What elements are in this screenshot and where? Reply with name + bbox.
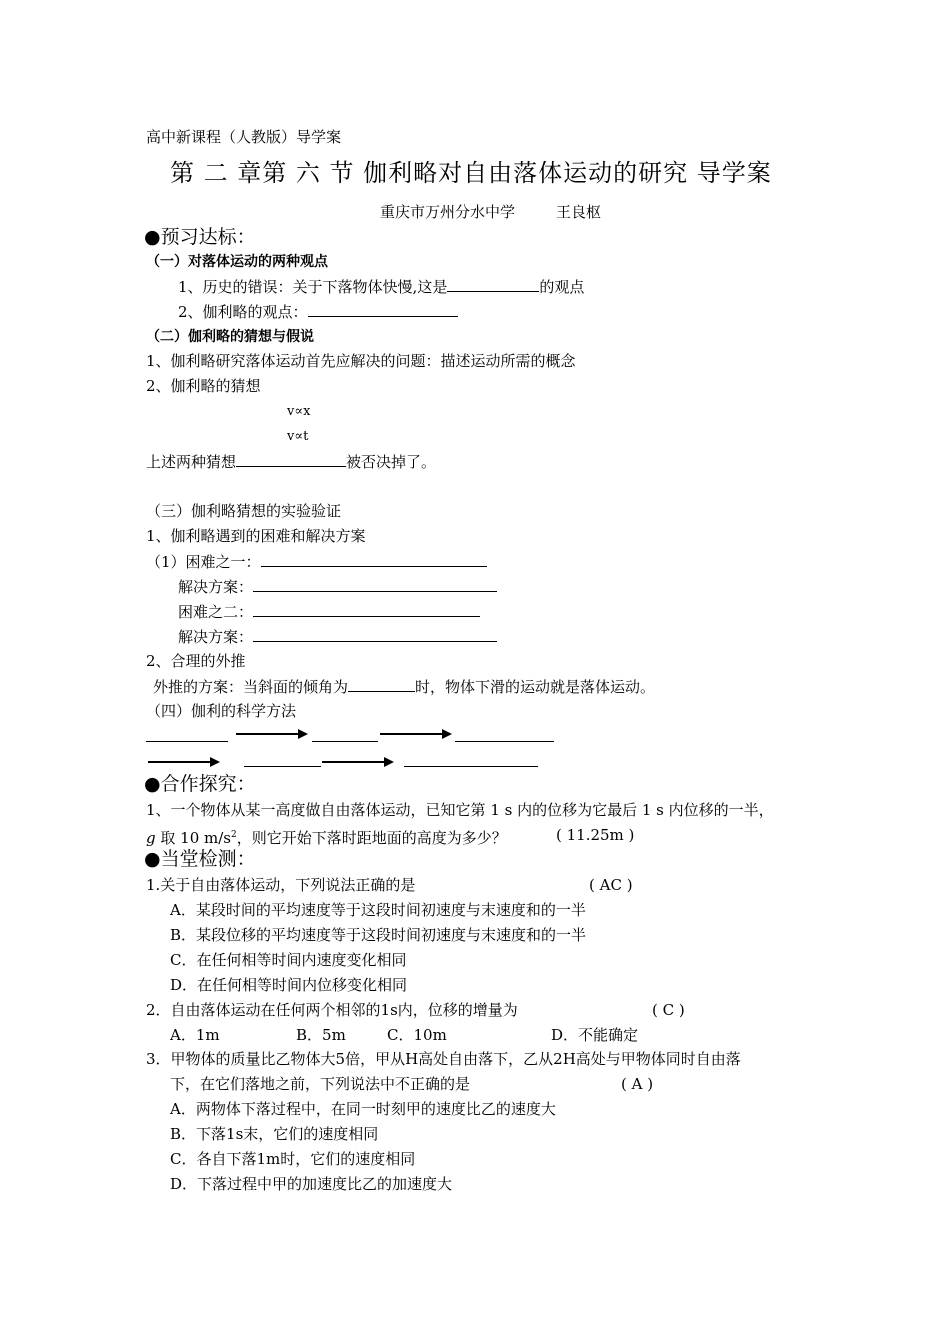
part1-heading: （一）对落体运动的两种观点: [146, 254, 328, 270]
answer-blank[interactable]: [261, 552, 487, 567]
explore-heading: ●合作探究：: [144, 773, 256, 795]
author-name: 王良枢: [556, 203, 602, 221]
test-q2-answer: ( C ): [652, 1001, 685, 1019]
difficulty-2-label: 困难之二：: [178, 603, 254, 621]
part1-q1-suffix: 的观点: [539, 278, 585, 296]
method-blank-4[interactable]: [244, 766, 321, 767]
test-q1-option-d: D．在任何相等时间内位移变化相同: [170, 976, 408, 994]
conclusion-text: 上述两种猜想: [146, 453, 237, 471]
solution-1: [178, 577, 497, 596]
test-q1-option-a: A．某段时间的平均速度等于这段时间初速度与末速度和的一半: [170, 901, 586, 919]
part2-conclusion: [146, 452, 436, 471]
guess-2: v∝t: [287, 429, 309, 444]
test-q2-option-a: A．1m: [170, 1026, 220, 1044]
gravity-exponent: 2: [230, 830, 237, 840]
explore-question-line-1: 1、一个物体从某一高度做自由落体运动，已知它第 1 s 内的位移为它最后 1 s 内位移的一半，: [146, 801, 774, 819]
gravity-value: 取 10 m/s: [155, 829, 231, 847]
test-q2-option-b: B．5m: [296, 1026, 346, 1044]
part2-question-1: 1、伽利略研究落体运动首先应解决的问题：描述运动所需的概念: [146, 352, 576, 370]
answer-blank[interactable]: [308, 302, 458, 317]
answer-blank[interactable]: [348, 677, 415, 692]
conclusion-suffix: 被否决掉了。: [346, 453, 437, 471]
part3-heading: （三）伽利略猜想的实验验证: [146, 502, 342, 520]
part2-question-2: 2、伽利略的猜想: [146, 377, 261, 395]
part4-heading: （四）伽利的科学方法: [146, 702, 297, 720]
difficulty-1-label: （1）困难之一：: [146, 553, 261, 571]
answer-blank[interactable]: [236, 452, 346, 467]
answer-blank[interactable]: [447, 277, 539, 292]
part2-heading: （二）伽利略的猜想与假说: [146, 329, 314, 345]
preview-heading: ●预习达标：: [144, 226, 256, 248]
explore-answer: ( 11.25m ): [556, 826, 635, 844]
test-q3-stem-line-1: 3．甲物体的质量比乙物体大5倍，甲从H高处自由落下，乙从2H高处与甲物体同时自由落: [146, 1050, 741, 1068]
difficulty-1: [146, 552, 487, 571]
solution-2: [178, 627, 497, 646]
test-q3-stem-line-2: 下，在它们落地之前，下列说法中不正确的是: [170, 1075, 471, 1093]
series-label: 高中新课程（人教版）导学案: [146, 128, 342, 146]
page-title: 第 二 章第 六 节 伽利略对自由落体运动的研究 导学案: [170, 159, 772, 187]
part1-q2-text: 2、伽利略的观点：: [178, 303, 308, 321]
guess-1: v∝x: [287, 404, 311, 419]
answer-blank[interactable]: [253, 602, 480, 617]
part1-question-2: [178, 302, 458, 321]
test-q1-answer: ( AC ): [589, 876, 633, 894]
test-q3-option-d: D．下落过程中甲的加速度比乙的加速度大: [170, 1175, 453, 1193]
method-blank-3[interactable]: [455, 741, 554, 742]
extrapolation-text: 外推的方案：当斜面的倾角为: [153, 678, 349, 696]
arrow-icon: [236, 733, 306, 735]
part1-question-1: [178, 277, 584, 296]
extrapolation: [153, 677, 655, 696]
test-q1-option-b: B．某段位移的平均速度等于这段时间初速度与末速度和的一半: [170, 926, 587, 944]
test-heading: ●当堂检测：: [144, 848, 256, 870]
test-q3-option-b: B．下落1s末，它们的速度相同: [170, 1125, 379, 1143]
author-school: 重庆市万州分水中学: [380, 203, 516, 221]
arrow-icon: [380, 733, 450, 735]
test-q3-answer: ( A ): [621, 1075, 654, 1093]
method-blank-5[interactable]: [404, 766, 538, 767]
arrow-icon: [322, 761, 392, 763]
part1-q1-text: 1、历史的错误：关于下落物体快慢,这是: [178, 278, 448, 296]
answer-blank[interactable]: [253, 577, 497, 592]
test-q1-stem: 1.关于自由落体运动，下列说法正确的是: [146, 876, 416, 894]
solution-2-label: 解决方案：: [178, 628, 254, 646]
test-q3-option-a: A．两物体下落过程中，在同一时刻甲的速度比乙的速度大: [170, 1100, 556, 1118]
method-blank-1[interactable]: [146, 741, 228, 742]
difficulty-2: [178, 602, 480, 621]
test-q1-option-c: C．在任何相等时间内速度变化相同: [170, 951, 407, 969]
explore-question-line-2: [146, 826, 507, 847]
explore-question-text: ，则它开始下落时距地面的高度为多少？: [236, 829, 507, 847]
method-blank-2[interactable]: [312, 741, 378, 742]
part3-question-1: 1、伽利略遇到的困难和解决方案: [146, 527, 366, 545]
test-q3-option-c: C．各自下落1m时，它们的速度相同: [170, 1150, 416, 1168]
solution-1-label: 解决方案：: [178, 578, 254, 596]
answer-blank[interactable]: [253, 627, 497, 642]
test-q2-option-c: C．10m: [387, 1026, 447, 1044]
test-q2-option-d: D．不能确定: [551, 1026, 639, 1044]
gravity-symbol: g: [146, 829, 156, 847]
arrow-icon: [148, 761, 218, 763]
part3-question-2: 2、合理的外推: [146, 652, 246, 670]
extrapolation-suffix: 时，物体下滑的运动就是落体运动。: [415, 678, 656, 696]
test-q2-stem: 2．自由落体运动在任何两个相邻的1s内，位移的增量为: [146, 1001, 518, 1019]
